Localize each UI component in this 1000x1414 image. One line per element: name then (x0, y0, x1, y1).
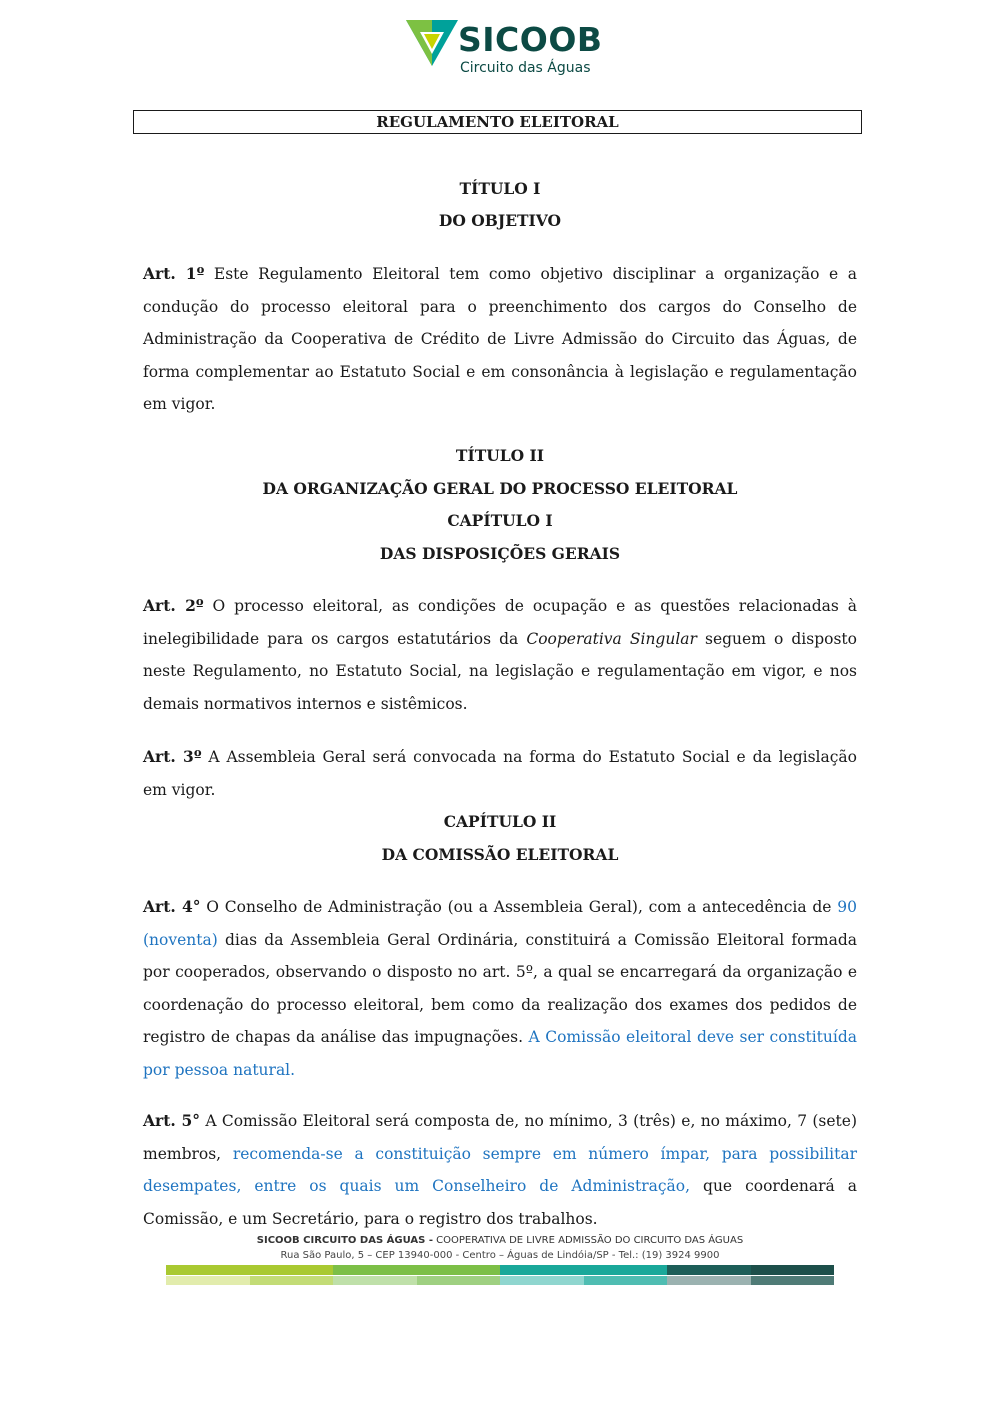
article-4-text-a: O Conselho de Administração (ou a Assembleia Geral), com a antecedência de (200, 898, 838, 916)
article-3 (143, 741, 857, 806)
titulo-i-name: DO OBJETIVO (438, 211, 562, 230)
footer-bar-segment (417, 1276, 501, 1285)
article-1-number: Art. 1º (143, 264, 205, 283)
article-5-text-b: que coordenará a Comissão, e um Secretário, para o registro dos trabalhos. (143, 1177, 858, 1228)
titulo-ii-name: DA ORGANIZAÇÃO GERAL DO PROCESSO ELEITORAL (262, 479, 738, 498)
footer-bar-segment (166, 1265, 250, 1275)
article-4-text-b: dias da Assembleia Geral Ordinária, constituirá a Comissão Eleitoral formada por cooperados, observando o disposto no art. 5º, a qual se encarregará da organização e coordenação do processo eleitoral, bem como da realização dos exames dos pedidos de registro de chapas da análise das impugnações. (143, 930, 857, 1047)
titulo-ii-label: TÍTULO II (455, 446, 545, 465)
article-5-highlight-a: recomenda-se a constituição sempre em número ímpar, para possibilitar desempates, entre os quais um Conselheiro de Administração, (143, 1144, 857, 1196)
footer-color-bar-bottom (166, 1276, 834, 1285)
footer-address: Rua São Paulo, 5 – CEP 13940-000 - Centro – Águas de Lindóia/SP - Tel.: (19) 3924 9900 (280, 1250, 720, 1261)
footer-color-bar-top (166, 1265, 834, 1275)
capitulo-ii-label: CAPÍTULO II (443, 812, 557, 831)
sicoob-logo-icon (406, 20, 458, 66)
logo-brand-subtitle: Circuito das Águas (460, 60, 591, 76)
article-2-text-a: O processo eleitoral, as condições de ocupação e as questões relacionadas à inelegibilidade para os cargos estatutários da (143, 597, 857, 648)
footer-bar-segment (751, 1265, 835, 1275)
footer-bar-segment (500, 1276, 584, 1285)
article-2 (143, 590, 857, 720)
footer-bar-segment (667, 1265, 751, 1275)
document-title: REGULAMENTO ELEITORAL (133, 110, 862, 134)
footer-bar-segment (751, 1276, 835, 1285)
article-2-text-b: seguem o disposto neste Regulamento, no Estatuto Social, na legislação e regulamentação em vigor, e nos demais normativos internos e sistêmicos. (143, 629, 857, 713)
article-5 (143, 1105, 857, 1235)
titulo-i-label: TÍTULO I (459, 179, 541, 198)
footer-bar-segment (584, 1276, 668, 1285)
article-4-highlight-b: A Comissão eleitoral deve ser constituída por pessoa natural. (143, 1028, 857, 1079)
footer-bar-segment (333, 1265, 417, 1275)
footer-organization (143, 1234, 857, 1248)
footer-bar-segment (250, 1265, 334, 1275)
capitulo-i-name: DAS DISPOSIÇÕES GERAIS (379, 544, 621, 563)
article-2-italic: Cooperativa Singular (526, 629, 697, 648)
sicoob-logo (406, 18, 606, 82)
footer-org-rest: COOPERATIVA DE LIVRE ADMISSÃO DO CIRCUITO DAS ÁGUAS (432, 1235, 744, 1246)
footer-bar-segment (250, 1276, 334, 1285)
footer-bar-segment (417, 1265, 501, 1275)
footer-org-bold: SICOOB CIRCUITO DAS ÁGUAS - (256, 1235, 433, 1246)
article-1-text: Este Regulamento Eleitoral tem como objetivo disciplinar a organização e a condução do processo eleitoral para o preenchimento dos cargos do Conselho de Administração da Cooperativa de Crédito de Livre Admissão do Circuito das Águas, de forma complementar ao Estatuto Social e em consonância à legislação e regulamentação em vigor. (143, 265, 857, 414)
article-5-number: Art. 5° (143, 1111, 201, 1130)
article-5-text-a: A Comissão Eleitoral será composta de, no mínimo, 3 (três) e, no máximo, 7 (sete) membros, (143, 1112, 857, 1163)
logo-brand-name: SICOOB (458, 20, 603, 59)
footer-bar-segment (333, 1276, 417, 1285)
article-4 (143, 891, 857, 1087)
article-2-number: Art. 2º (143, 596, 204, 615)
article-3-number: Art. 3º (143, 747, 202, 766)
article-3-text: A Assembleia Geral será convocada na forma do Estatuto Social e da legislação em vigor. (143, 748, 857, 799)
capitulo-i-label: CAPÍTULO I (447, 511, 553, 530)
capitulo-ii-name: DA COMISSÃO ELEITORAL (381, 845, 619, 864)
article-4-number: Art. 4° (143, 897, 201, 916)
article-1 (143, 258, 857, 421)
footer-bar-segment (667, 1276, 751, 1285)
footer-bar-segment (584, 1265, 668, 1275)
article-4-highlight-a: 90 (noventa) (143, 898, 857, 949)
footer-bar-segment (500, 1265, 584, 1275)
footer-bar-segment (166, 1276, 250, 1285)
